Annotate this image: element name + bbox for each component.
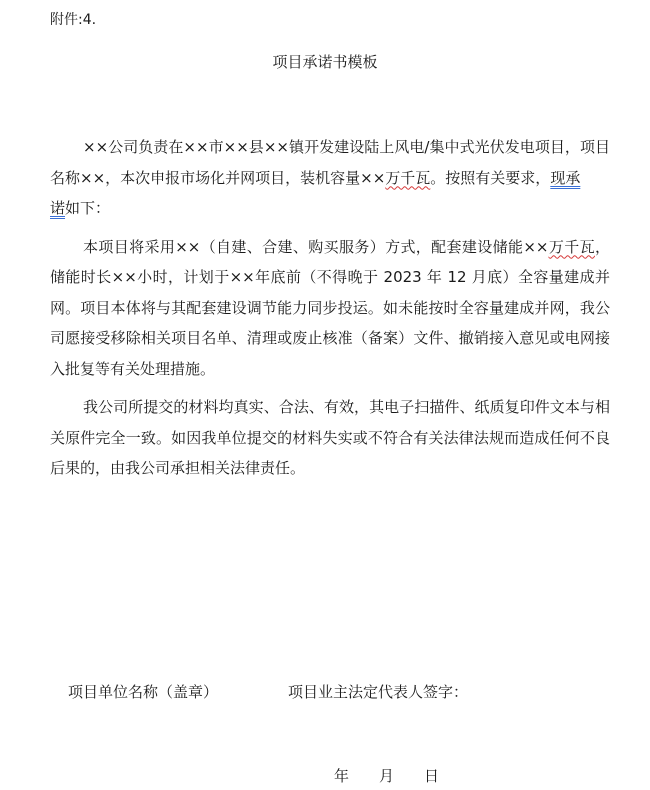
paragraph-commitment-intro bbox=[50, 132, 610, 224]
attachment-label: 附件:4. bbox=[50, 12, 97, 28]
date-day-label: 日 bbox=[424, 767, 440, 785]
paragraph-text: 本项目将采用××（自建、合建、购买服务）方式，配套建设储能×× bbox=[83, 237, 549, 256]
paragraph-text: ，储能时长××小时，计划于××年底前（不得晚于 2023 年 12 月底）全容量建成并网。项目本体将与其配套建设调节能力同步投运。如未能按时全容量建成并网，我公司愿接受移除相关项目名单、清理或废止核准（备案）文件、撤销接入意见或电网接入批复等有关处理措施。 bbox=[50, 237, 610, 378]
date-month-label: 月 bbox=[379, 767, 395, 785]
signature-row bbox=[68, 682, 469, 702]
paragraph-text: ××公司负责在××市××县××镇开发建设陆上风电/集中式光伏发电项目，项目名称××，本次申报市场化并网项目，装机容量×× bbox=[50, 138, 610, 187]
grammar-flagged-word: 诺 bbox=[50, 199, 66, 217]
unit-seal-label: 项目单位名称（盖章） bbox=[68, 683, 219, 701]
representative-signature-label: 项目业主法定代表人签字： bbox=[288, 683, 469, 701]
paragraph-authenticity: 我公司所提交的材料均真实、合法、有效，其电子扫描件、纸质复印件文本与相关原件完全一致。如因我单位提交的材料失实或不符合有关法律法规而造成任何不良后果的，由我公司承担相关法律责任。 bbox=[50, 398, 610, 477]
paragraph-text: 如下： bbox=[65, 199, 111, 217]
paragraph-text: 。按照有关要求， bbox=[430, 168, 551, 187]
grammar-flagged-word: 现承 bbox=[550, 168, 581, 187]
document-body bbox=[50, 132, 610, 492]
paragraph-storage-plan bbox=[50, 232, 610, 385]
date-row bbox=[334, 766, 439, 786]
spellcheck-word: 万千瓦 bbox=[385, 168, 431, 187]
date-year-label: 年 bbox=[334, 767, 350, 785]
spellcheck-word: 万千瓦 bbox=[548, 237, 595, 256]
document-title: 项目承诺书模板 bbox=[272, 53, 378, 71]
